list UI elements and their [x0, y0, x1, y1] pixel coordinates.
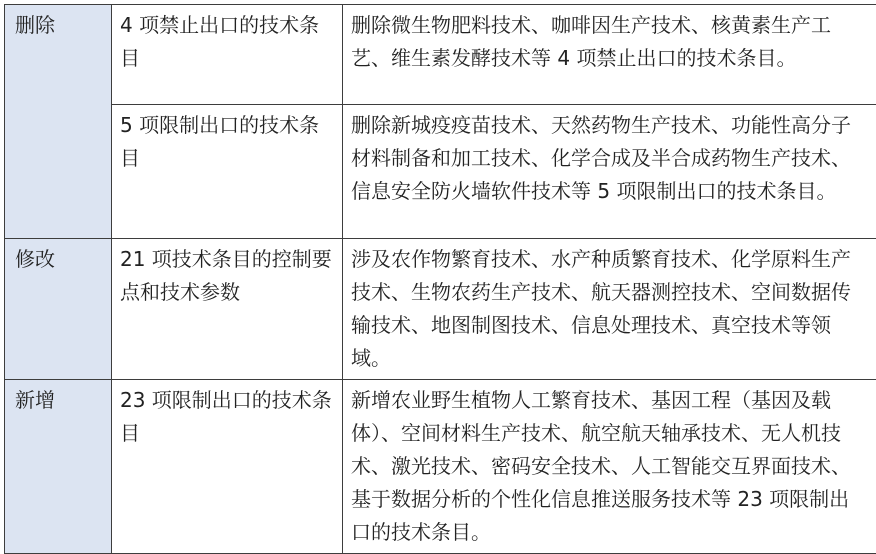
description-cell: 新增农业野生植物人工繁育技术、基因工程（基因及载体）、空间材料生产技术、航空航天轴承技术、无人机技术、激光技术、密码安全技术、人工智能交互界面技术、基于数据分析的个性化信息推送服务技术等 23 项限制出口的技术条目。	[343, 380, 876, 554]
table-row	[5, 5, 876, 105]
item-cell: 4 项禁止出口的技术条目	[112, 5, 343, 105]
table-row	[5, 239, 876, 380]
item-cell: 5 项限制出口的技术条目	[112, 105, 343, 239]
changes-table	[4, 4, 876, 554]
table-row	[5, 380, 876, 554]
item-cell: 21 项技术条目的控制要点和技术参数	[112, 239, 343, 380]
category-cell: 修改	[5, 239, 112, 380]
description-cell: 删除新城疫疫苗技术、天然药物生产技术、功能性高分子材料制备和加工技术、化学合成及半合成药物生产技术、信息安全防火墙软件技术等 5 项限制出口的技术条目。	[343, 105, 876, 239]
category-cell: 删除	[5, 5, 112, 239]
description-cell: 涉及农作物繁育技术、水产种质繁育技术、化学原料生产技术、生物农药生产技术、航天器测控技术、空间数据传输技术、地图制图技术、信息处理技术、真空技术等领域。	[343, 239, 876, 380]
description-cell: 删除微生物肥料技术、咖啡因生产技术、核黄素生产工艺、维生素发酵技术等 4 项禁止出口的技术条目。	[343, 5, 876, 105]
category-cell: 新增	[5, 380, 112, 554]
item-cell: 23 项限制出口的技术条目	[112, 380, 343, 554]
table-row	[5, 105, 876, 239]
